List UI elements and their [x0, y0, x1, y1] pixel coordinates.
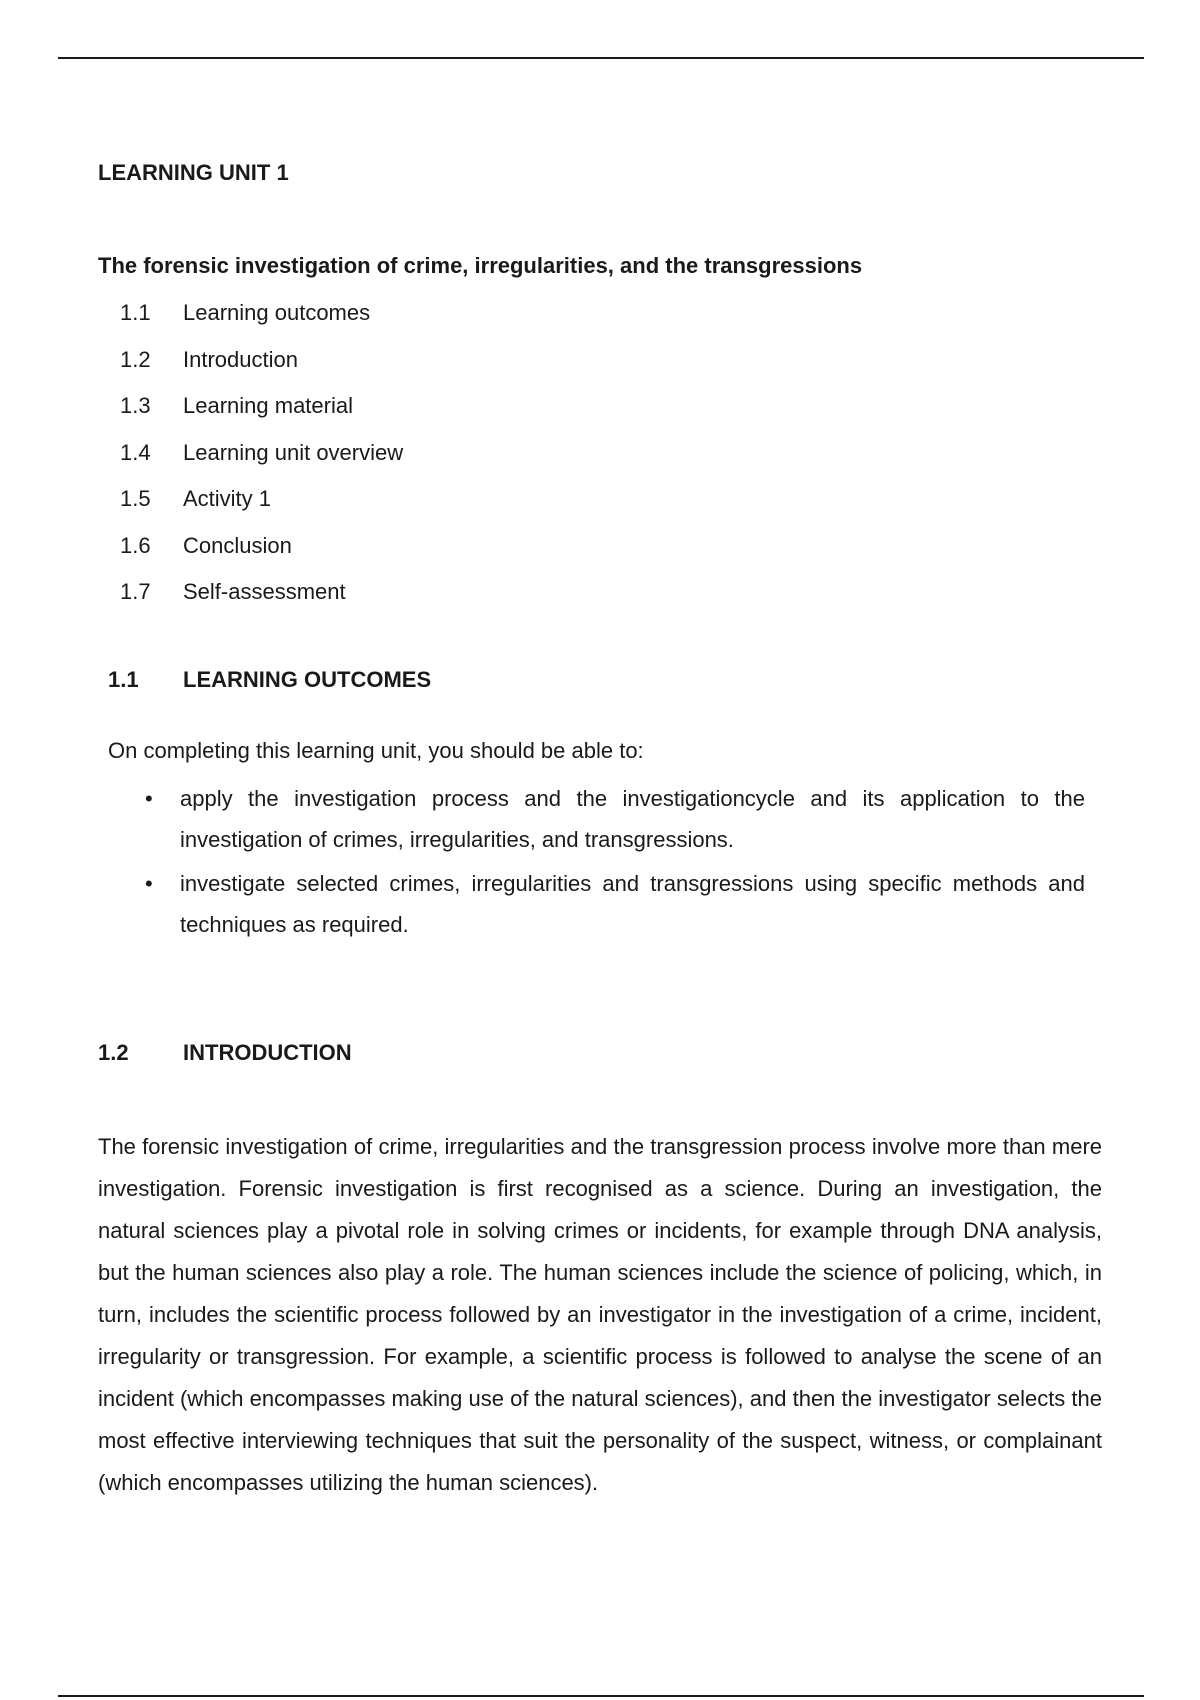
contents-item-number: 1.1: [120, 300, 151, 325]
unit-subtitle: The forensic investigation of crime, irregularities, and the transgressions: [98, 253, 863, 278]
outcomes-list: [145, 778, 1085, 948]
contents-item: [120, 530, 403, 577]
contents-list: [120, 297, 403, 623]
contents-item: [120, 483, 403, 530]
contents-item-label: Learning unit overview: [183, 439, 404, 465]
contents-item: [120, 297, 403, 344]
section-number: 1.1: [108, 667, 139, 692]
section-number: 1.2: [98, 1040, 129, 1065]
contents-item-number: 1.7: [120, 579, 151, 604]
unit-title: LEARNING UNIT 1: [98, 160, 289, 185]
contents-item-label: Learning outcomes: [183, 300, 371, 325]
contents-item-label: Activity 1: [183, 486, 272, 511]
contents-item-number: 1.5: [120, 486, 151, 511]
contents-item: [120, 576, 403, 623]
footer-rule: [58, 1695, 1144, 1697]
contents-item-number: 1.2: [120, 346, 151, 372]
introduction-paragraph: The forensic investigation of crime, irregularities and the transgression process involve more than mere investigation. Forensic investigation is first recognised as a science. During an investigation, the natural sciences play a pivotal role in solving crimes or incidents, for example through DNA analysis, but the human sciences also play a role. The human sciences include the science of policing, which, in turn, includes the scientific process followed by an investigator in the investigation of a crime, incident, irregularity or transgression. For example, a scientific process is followed to analyse the scene of an incident (which encompasses making use of the natural sciences), and then the investigator selects the most effective interviewing techniques that suit the personality of the suspect, witness, or complainant (which encompasses utilizing the human sciences).: [98, 1134, 1102, 1495]
contents-item-label: Conclusion: [183, 532, 292, 558]
learning-outcomes-heading: [108, 667, 431, 693]
bullet-icon: •: [145, 871, 153, 896]
bullet-icon: •: [145, 786, 153, 811]
contents-item-number: 1.4: [120, 439, 151, 465]
header-rule: [58, 57, 1144, 59]
contents-item: [120, 437, 403, 484]
contents-item: [120, 344, 403, 391]
contents-item-label: Self-assessment: [183, 579, 346, 604]
contents-item-number: 1.3: [120, 393, 151, 418]
outcome-text: investigate selected crimes, irregularities and transgressions using specific methods and techniques as required.: [180, 871, 1085, 937]
outcomes-lead: On completing this learning unit, you should be able to:: [108, 738, 644, 763]
section-heading-text: LEARNING OUTCOMES: [183, 667, 432, 692]
contents-item-label: Learning material: [183, 393, 353, 418]
outcome-item: [145, 778, 1085, 860]
contents-item-label: Introduction: [183, 346, 298, 372]
outcome-text: apply the investigation process and the investigationcycle and its application to the investigation of crimes, irregularities, and transgressions.: [180, 786, 1085, 852]
section-heading-text: INTRODUCTION: [183, 1040, 352, 1065]
introduction-heading: [98, 1040, 352, 1066]
outcome-item: [145, 863, 1085, 945]
contents-item: [120, 390, 403, 437]
contents-item-number: 1.6: [120, 532, 151, 558]
